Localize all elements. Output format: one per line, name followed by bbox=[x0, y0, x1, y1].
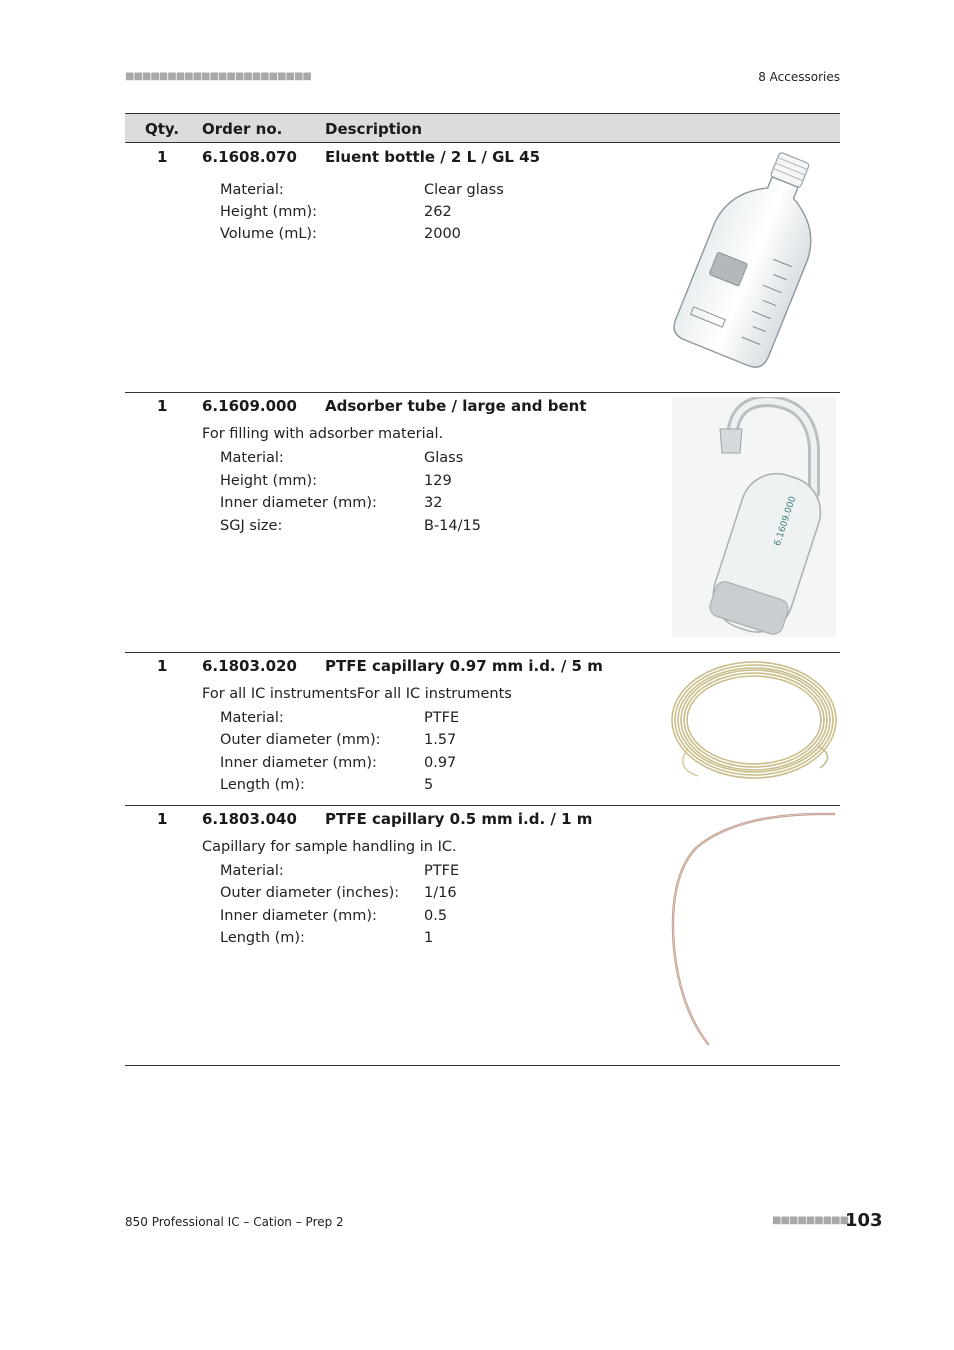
row-order-no: 6.1803.020 bbox=[202, 657, 297, 675]
spec-label: Material: bbox=[220, 863, 284, 879]
spec-label: SGJ size: bbox=[220, 518, 283, 534]
spec-value: Clear glass bbox=[424, 182, 504, 198]
spec-value: 262 bbox=[424, 204, 452, 220]
row-divider bbox=[125, 392, 840, 393]
row-order-no: 6.1803.040 bbox=[202, 810, 297, 828]
row-order-no: 6.1609.000 bbox=[202, 397, 297, 415]
row-description: PTFE capillary 0.5 mm i.d. / 1 m bbox=[325, 810, 593, 828]
table-header bbox=[125, 113, 840, 143]
row-divider bbox=[125, 805, 840, 806]
column-description: Description bbox=[325, 120, 423, 138]
spec-label: Material: bbox=[220, 710, 284, 726]
row-description: PTFE capillary 0.97 mm i.d. / 5 m bbox=[325, 657, 603, 675]
row-qty: 1 bbox=[157, 810, 168, 828]
spec-label: Height (mm): bbox=[220, 204, 317, 220]
spec-label: Outer diameter (mm): bbox=[220, 732, 381, 748]
row-qty: 1 bbox=[157, 148, 168, 166]
spec-value: PTFE bbox=[424, 710, 460, 726]
spec-label: Outer diameter (inches): bbox=[220, 885, 400, 901]
column-qty: Qty. bbox=[145, 120, 180, 138]
spec-value: 129 bbox=[424, 473, 452, 489]
row-qty: 1 bbox=[157, 657, 168, 675]
footer-decoration: ■■■■■■■■■ bbox=[772, 1215, 849, 1226]
spec-label: Material: bbox=[220, 182, 284, 198]
spec-value: B-14/15 bbox=[424, 518, 481, 534]
spec-value: 1 bbox=[424, 930, 434, 946]
spec-value: PTFE bbox=[424, 863, 460, 879]
row-divider bbox=[125, 652, 840, 653]
row-intro: Capillary for sample handling in IC. bbox=[202, 839, 457, 855]
spec-label: Inner diameter (mm): bbox=[220, 755, 377, 771]
spec-value: Glass bbox=[424, 450, 464, 466]
spec-label: Inner diameter (mm): bbox=[220, 908, 377, 924]
row-order-no: 6.1608.070 bbox=[202, 148, 297, 166]
spec-label: Material: bbox=[220, 450, 284, 466]
spec-value: 1/16 bbox=[424, 885, 457, 901]
spec-value: 0.97 bbox=[424, 755, 457, 771]
spec-value: 2000 bbox=[424, 226, 461, 242]
coiled-capillary-icon bbox=[668, 656, 840, 784]
spec-value: 5 bbox=[424, 777, 434, 793]
adsorber-tube-icon bbox=[672, 397, 836, 637]
spec-label: Height (mm): bbox=[220, 473, 317, 489]
header-section-title: 8 Accessories bbox=[758, 70, 840, 84]
spec-value: 1.57 bbox=[424, 732, 457, 748]
row-intro: For filling with adsorber material. bbox=[202, 426, 444, 442]
table-bottom-rule bbox=[125, 1065, 840, 1066]
spec-label: Length (m): bbox=[220, 777, 305, 793]
tube-label: 6.1609.000 bbox=[772, 495, 799, 548]
capillary-strand-icon bbox=[668, 808, 840, 1050]
spec-value: 32 bbox=[424, 495, 443, 511]
spec-label: Inner diameter (mm): bbox=[220, 495, 377, 511]
footer-document-title: 850 Professional IC – Cation – Prep 2 bbox=[125, 1215, 344, 1229]
header-decoration: ■■■■■■■■■■■■■■■■■■■■■■ bbox=[125, 71, 311, 82]
glass-bottle-icon bbox=[668, 148, 840, 370]
spec-label: Length (m): bbox=[220, 930, 305, 946]
spec-label: Volume (mL): bbox=[220, 226, 317, 242]
row-description: Eluent bottle / 2 L / GL 45 bbox=[325, 148, 541, 166]
spec-value: 0.5 bbox=[424, 908, 448, 924]
row-qty: 1 bbox=[157, 397, 168, 415]
row-intro: For all IC instrumentsFor all IC instruments bbox=[202, 686, 512, 702]
page-number: 103 bbox=[845, 1210, 883, 1231]
row-description: Adsorber tube / large and bent bbox=[325, 397, 587, 415]
column-order-no: Order no. bbox=[202, 120, 283, 138]
